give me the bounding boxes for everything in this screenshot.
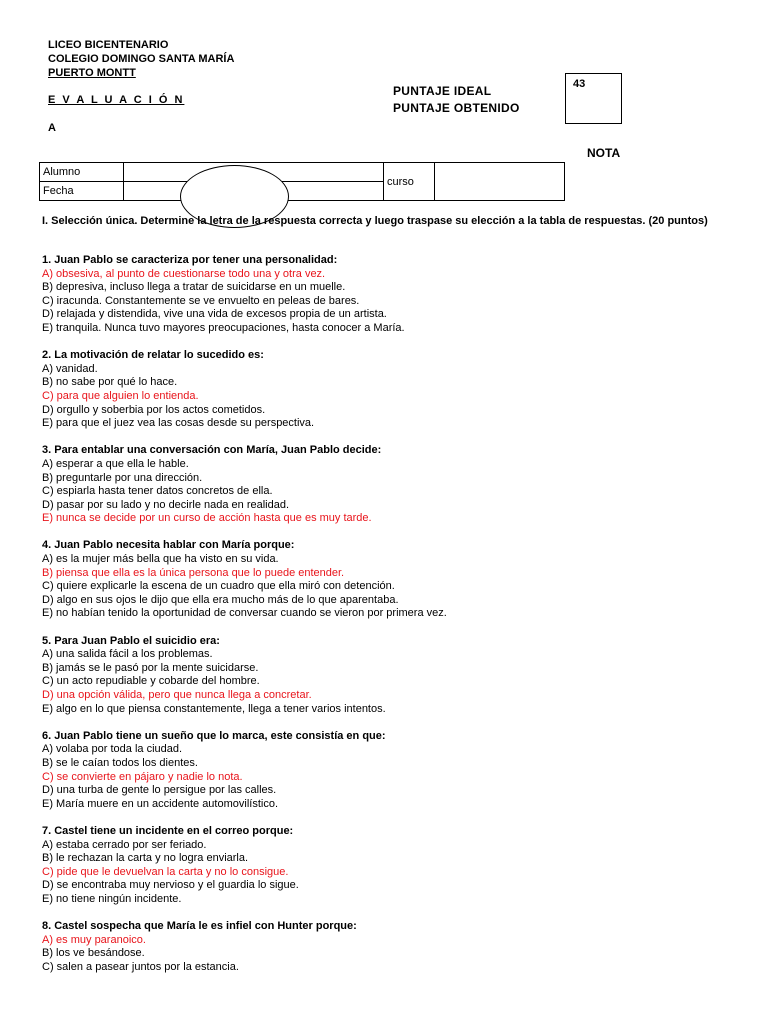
option-e[interactable]: E) algo en lo que piensa constantemente, llega a tener varios intentos.: [42, 702, 386, 715]
option-c[interactable]: C) pide que le devuelvan la carta y no lo consigue.: [42, 865, 289, 878]
option-e[interactable]: E) tranquila. Nunca tuvo mayores preocupaciones, hasta conocer a María.: [42, 321, 405, 334]
option-e[interactable]: E) para que el juez vea las cosas desde su perspectiva.: [42, 417, 315, 430]
evaluation-title: E V A L U A C I Ó N: [48, 94, 185, 106]
question-stem: 2. La motivación de relatar lo sucedido es:: [42, 349, 264, 362]
question-stem: 7. Castel tiene un incidente en el correo porque:: [42, 824, 294, 837]
option-a[interactable]: A) volaba por toda la ciudad.: [42, 743, 183, 756]
obtained-score-box[interactable]: [565, 97, 622, 124]
question-stem: 8. Castel sospecha que María le es infiel con Hunter porque:: [42, 920, 357, 933]
student-info-table: [39, 162, 565, 201]
question-1: [42, 254, 742, 336]
question-stem: 6. Juan Pablo tiene un sueño que lo marca, este consistía en que:: [42, 729, 386, 742]
instructions: I. Selección única. Determine la letra de la respuesta correcta y luego traspase su elección a la tabla de respuestas. (20 puntos): [42, 215, 708, 227]
option-b[interactable]: B) los ve besándose.: [42, 947, 145, 960]
question-stem: 1. Juan Pablo se caracteriza por tener una personalidad:: [42, 254, 338, 266]
city-name: PUERTO MONTT: [48, 67, 136, 79]
course-label: curso: [387, 175, 414, 188]
question-7: [42, 825, 742, 907]
course-label-cell: [384, 163, 435, 201]
option-b[interactable]: B) piensa que ella es la única persona que lo puede entender.: [42, 566, 345, 579]
college-name: COLEGIO DOMINGO SANTA MARÍA: [48, 53, 235, 65]
option-a[interactable]: A) una salida fácil a los problemas.: [42, 648, 213, 661]
question-3: [42, 444, 742, 526]
ideal-score-value: 43: [573, 78, 586, 90]
option-a[interactable]: A) estaba cerrado por ser feriado.: [42, 838, 207, 851]
option-e[interactable]: E) no tiene ningún incidente.: [42, 892, 182, 905]
option-a[interactable]: A) esperar a que ella le hable.: [42, 457, 189, 470]
option-b[interactable]: B) se le caían todos los dientes.: [42, 756, 198, 769]
question-2: [42, 349, 742, 431]
option-b[interactable]: B) le rechazan la carta y no logra enviarla.: [42, 852, 249, 865]
option-d[interactable]: D) una turba de gente lo persigue por las calles.: [42, 784, 277, 797]
option-d[interactable]: D) una opción válida, pero que nunca llega a concretar.: [42, 689, 312, 701]
student-label-cell: [40, 163, 124, 182]
option-a[interactable]: A) es la mujer más bella que ha visto en su vida.: [42, 553, 279, 566]
option-c[interactable]: C) salen a pasear juntos por la estancia.: [42, 960, 239, 973]
option-c[interactable]: C) espiarla hasta tener datos concretos de ella.: [42, 485, 273, 498]
option-b[interactable]: B) preguntarle por una dirección.: [42, 471, 203, 484]
option-c[interactable]: C) iracunda. Constantemente se ve envuelto en peleas de bares.: [42, 294, 360, 307]
question-8: [42, 920, 742, 974]
question-stem: 4. Juan Pablo necesita hablar con María porque:: [42, 539, 295, 552]
question-6: [42, 730, 742, 812]
question-4: [42, 539, 742, 621]
option-b[interactable]: B) depresiva, incluso llega a tratar de suicidarse en un muelle.: [42, 281, 346, 294]
option-a[interactable]: A) es muy paranoico.: [42, 933, 146, 946]
ideal-score-label: PUNTAJE IDEAL: [393, 84, 492, 98]
option-d[interactable]: D) orgullo y soberbia por los actos cometidos.: [42, 403, 266, 416]
obtained-score-label: PUNTAJE OBTENIDO: [393, 101, 520, 115]
question-stem: 3. Para entablar una conversación con María, Juan Pablo decide:: [42, 444, 382, 457]
question-stem: 5. Para Juan Pablo el suicidio era:: [42, 634, 220, 647]
option-c[interactable]: C) un acto repudiable y cobarde del hombre.: [42, 675, 260, 688]
option-b[interactable]: B) jamás se le pasó por la mente suicidarse.: [42, 661, 259, 674]
form-letter: A: [48, 122, 56, 134]
ideal-score-box: [565, 73, 622, 99]
option-d[interactable]: D) algo en sus ojos le dijo que ella era mucho más de lo que aparentaba.: [42, 593, 399, 606]
option-e[interactable]: E) nunca se decide por un curso de acción hasta que es muy tarde.: [42, 512, 372, 525]
option-b[interactable]: B) no sabe por qué lo hace.: [42, 376, 178, 389]
option-c[interactable]: C) quiere explicarle la escena de un cuadro que ella miró con detención.: [42, 580, 395, 593]
grade-label: NOTA: [587, 146, 621, 160]
option-c[interactable]: C) para que alguien lo entienda.: [42, 389, 199, 402]
option-d[interactable]: D) pasar por su lado y no decirle nada en realidad.: [42, 498, 290, 511]
date-label-cell: [40, 182, 124, 201]
option-e[interactable]: E) no habían tenido la oportunidad de conversar cuando se vieron por primera vez.: [42, 607, 447, 620]
option-e[interactable]: E) María muere en un accidente automovilístico.: [42, 797, 279, 810]
option-c[interactable]: C) se convierte en pájaro y nadie lo nota.: [42, 770, 243, 783]
option-a[interactable]: A) vanidad.: [42, 362, 98, 375]
option-d[interactable]: D) se encontraba muy nervioso y el guardia lo sigue.: [42, 879, 299, 892]
date-label: Fecha: [43, 185, 74, 197]
option-d[interactable]: D) relajada y distendida, vive una vida de excesos propia de un artista.: [42, 308, 387, 321]
question-list: [42, 254, 742, 988]
student-label: Alumno: [43, 166, 81, 178]
school-name: LICEO BICENTENARIO: [48, 39, 169, 51]
question-5: [42, 635, 742, 717]
course-field[interactable]: [435, 163, 565, 201]
option-a[interactable]: A) obsesiva, al punto de cuestionarse todo una y otra vez.: [42, 267, 326, 280]
